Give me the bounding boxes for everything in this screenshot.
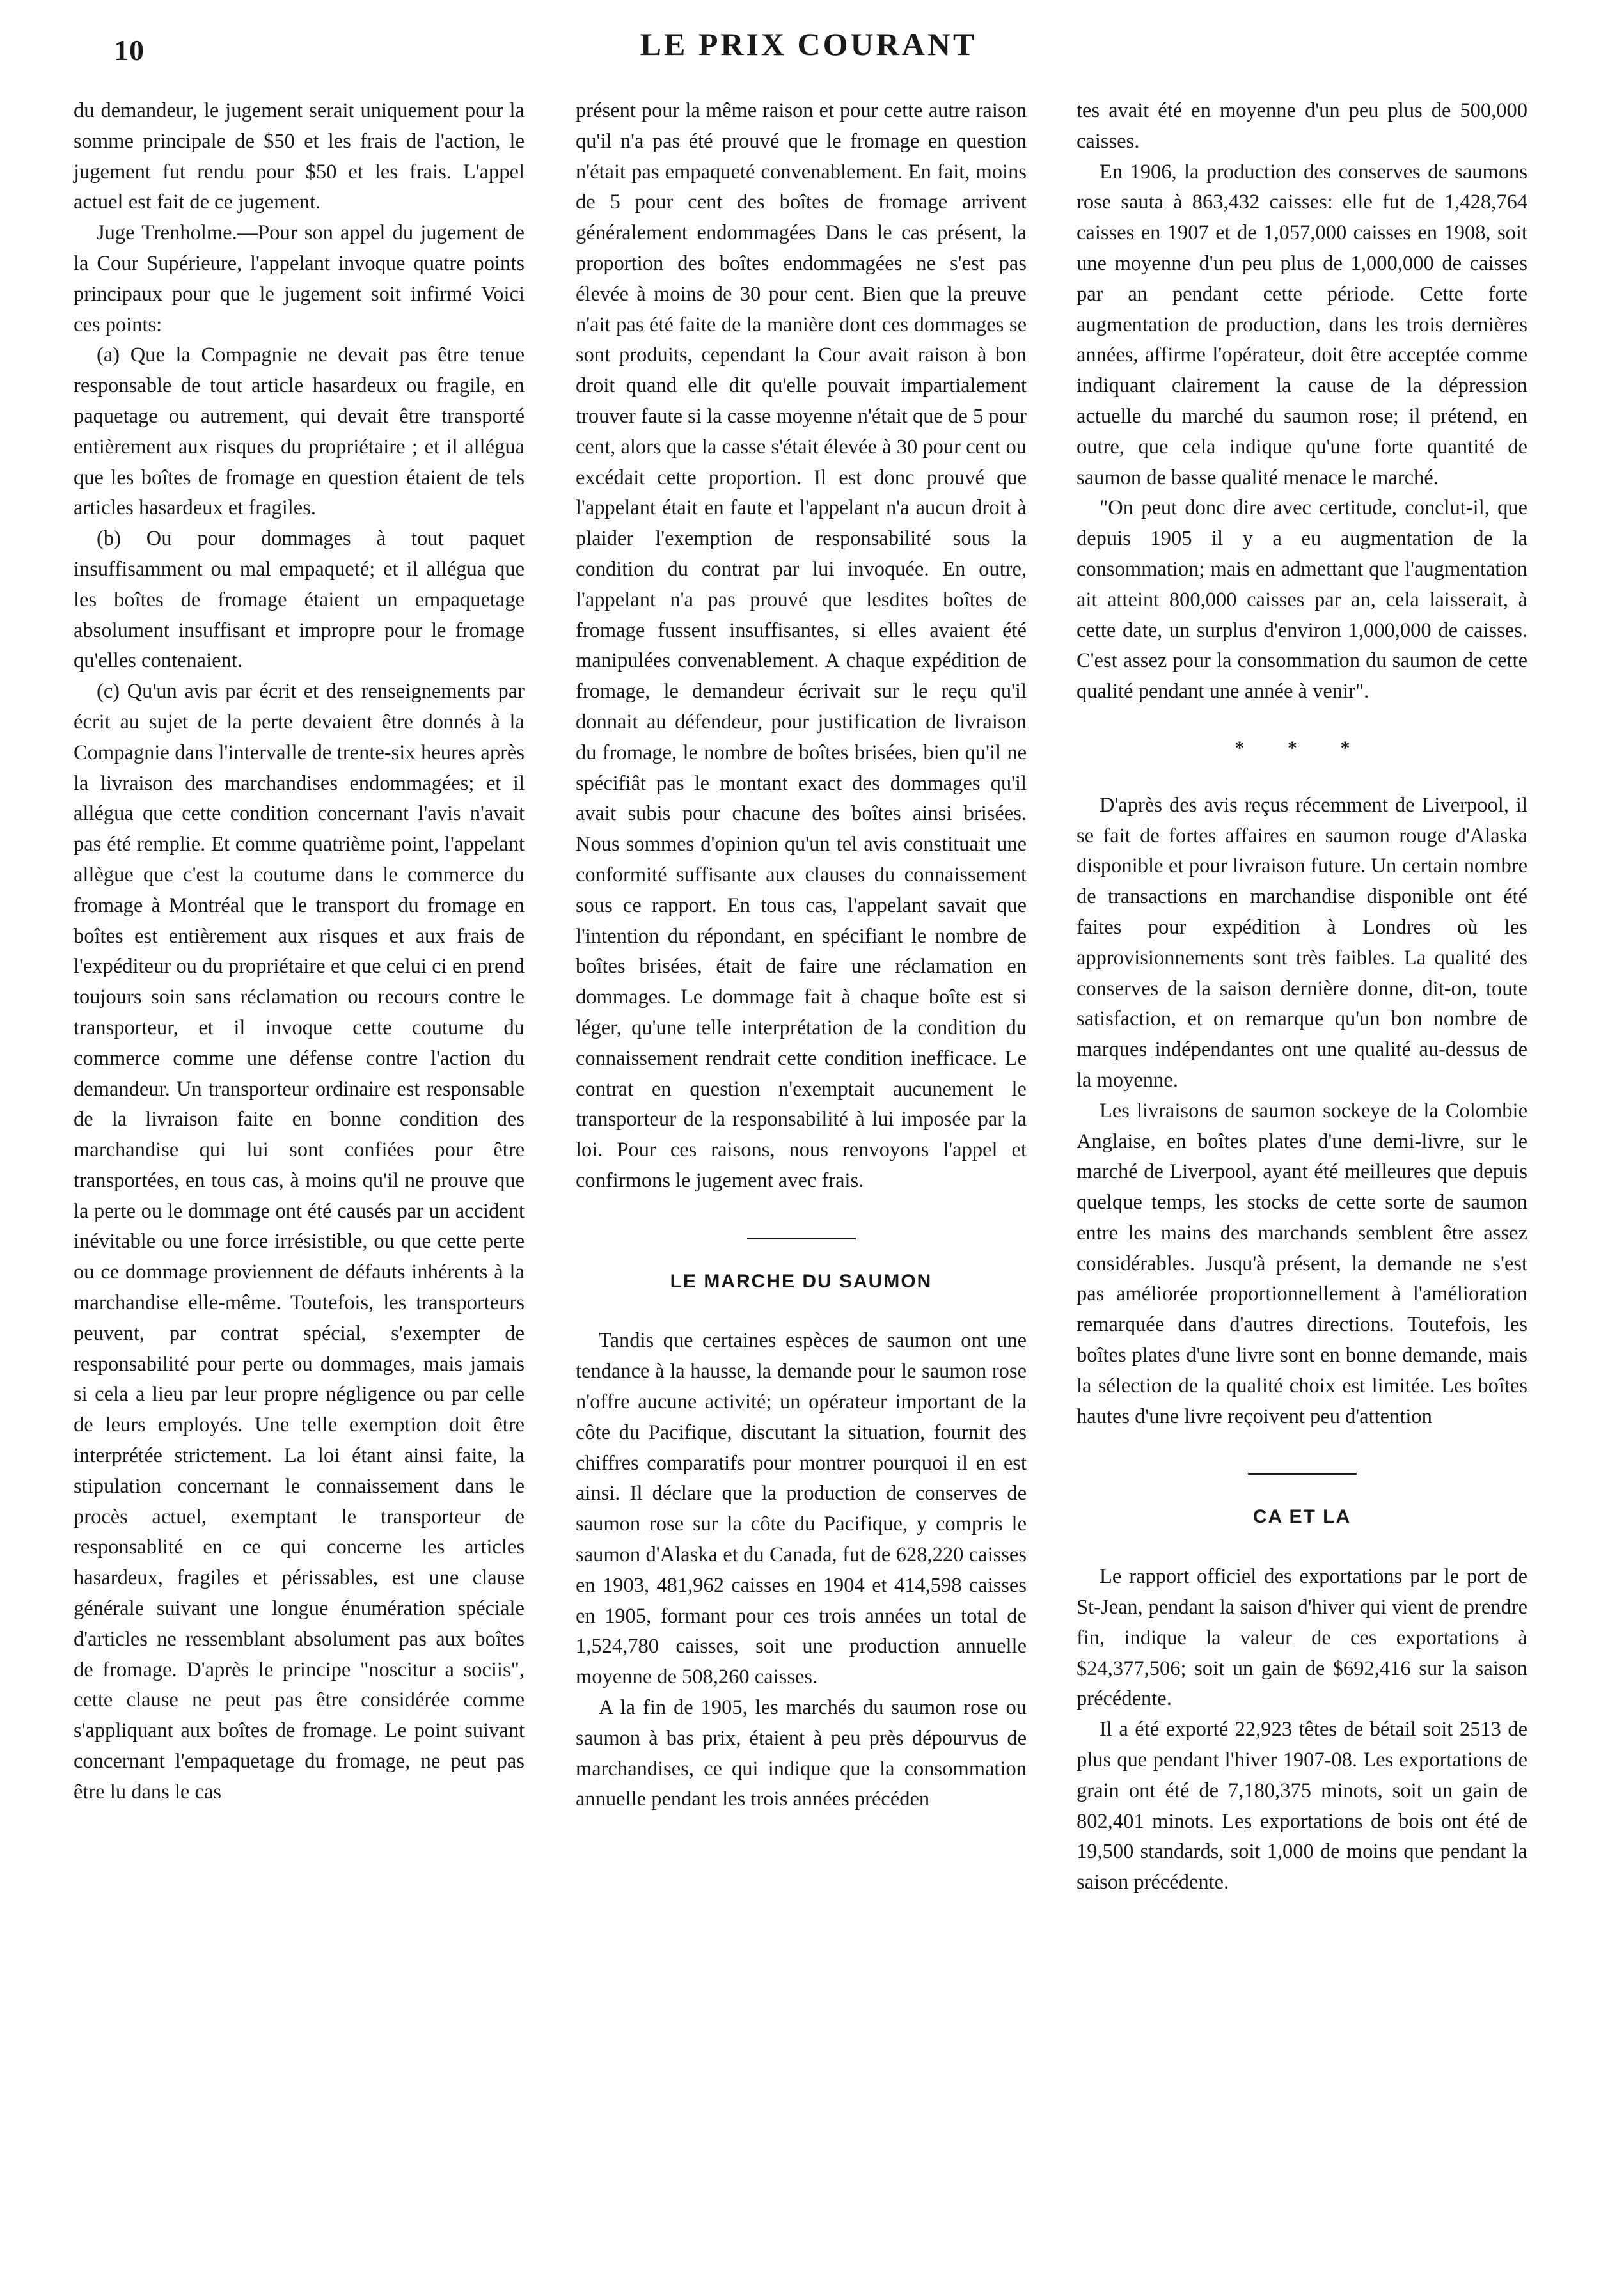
section-divider bbox=[1248, 1473, 1357, 1475]
paragraph: du demandeur, le jugement serait uniquement pour la somme principale de $50 et les frais de l'action, le jugement fut rendu pour $50 et les frais. L'appel actuel est fait de ce jugement. bbox=[74, 99, 525, 214]
section-title: LE MARCHE DU SAUMON bbox=[670, 1270, 933, 1292]
paragraph: (c) Qu'un avis par écrit et des renseignements par écrit au sujet de la perte devaient être donnés à la Compagnie dans l'intervalle de trente-six heures après la livraison des marchandises endommagées; et il allégua que cette condition concernant l'avis n'avait pas été remplie. Et comme quatrième point, l'appelant allègue que c'est la coutume dans le commerce du fromage à Montréal que le transport du fromage en boîtes est entièrement aux risques et aux frais de l'expéditeur ou du propriétaire et que celui ci en prend toujours soin sans réclamation ou recours contre le transporteur, et il invoque cette coutume du commerce comme une défense contre l'action du demandeur. Un transporteur ordinaire est responsable de la livraison faite en bonne condition des marchandise qui lui sont confiées pour être transportées, en tous cas, à moins qu'il ne prouve que la perte ou le dommage ont été causés par un accident inévitable ou une force irrésistible, ou que cette perte ou ce dommage proviennent de défauts inhérents à la marchandise elle-même. Toutefois, les transporteurs peuvent, par contrat spécial, s'exempter de responsabilité pour perte ou dommages, mais jamais si cela a lieu par leur propre négligence ou par celle de leurs employés. Une telle exemption doit être interprétée strictement. La loi étant ainsi faite, la stipulation concernant le connaissement dans le procès actuel, exemptant le transporteur de responsablité en ce qui concerne les articles hasardeux, fragiles et périssables, est une clause générale suivant une longue énumération spéciale d'articles ne ressemblant absolument pas aux boîtes de fromage. D'après le principe "noscitur a sociis", cette clause ne peut pas être considérée comme s'appliquant aux boîtes de fromage. Le point suivant concernant l'empaquetage du fromage, ne peut pas être lu dans le cas bbox=[74, 680, 525, 1804]
section-divider bbox=[747, 1238, 856, 1239]
page-number: 10 bbox=[114, 34, 145, 67]
paragraph: tes avait été en moyenne d'un peu plus de 500,000 caisses. bbox=[1077, 99, 1527, 153]
paragraph: "On peut donc dire avec certitude, conclut-il, que depuis 1905 il y a eu augmentation de la consommation; mais en admettant que l'augmentation ait atteint 800,000 caisses par an, cela laisserait, à cette date, un surplus d'environ 1,000,000 de caisses. C'est assez pour la consommation du saumon de cette qualité pendant une année à venir". bbox=[1077, 496, 1527, 704]
column-2 bbox=[576, 96, 1027, 1815]
paragraph: Le rapport officiel des exportations par le port de St-Jean, pendant la saison d'hiver qui vient de prendre fin, indique la valeur de ces exportations à $24,377,506; soit un gain de $692,416 sur la saison précédente. bbox=[1077, 1565, 1527, 1711]
section-separator-stars: * * * bbox=[1234, 737, 1369, 759]
paragraph: Les livraisons de saumon sockeye de la Colombie Anglaise, en boîtes plates d'une demi-livre, sur le marché de Liverpool, ayant été meilleures que depuis quelque temps, les stocks de cette sorte de saumon entre les mains des marchands semblent être assez considérables. Jusqu'à présent, la demande ne s'est pas améliorée proportionnellement à l'amélioration remarquée dans d'autres directions. Toutefois, les boîtes plates d'une livre sont en bonne demande, mais la sélection de la qualité choix est limitée. Les boîtes hautes d'une livre reçoivent peu d'attention bbox=[1077, 1099, 1527, 1428]
paragraph: D'après des avis reçus récemment de Liverpool, il se fait de fortes affaires en saumon rouge d'Alaska disponible et pour livraison future. Un certain nombre de transactions en marchandise disponible ont été faites pour expédition à Londres où les approvisionnements sont très faibles. La qualité des conserves de la saison dernière donne, dit-on, toute satisfaction, et on remarque qu'un bon nombre de marques indépendantes ont une qualité au-dessus de la moyenne. bbox=[1077, 793, 1527, 1092]
paragraph: Juge Trenholme.—Pour son appel du jugement de la Cour Supérieure, l'appelant invoque quatre points principaux pour que le jugement soit infirmé Voici ces points: bbox=[74, 221, 525, 336]
paragraph: A la fin de 1905, les marchés du saumon rose ou saumon à bas prix, étaient à peu près dépourvus de marchandises, ce qui indique que la consommation annuelle pendant les trois années précéden bbox=[576, 1696, 1027, 1811]
column-1 bbox=[74, 96, 525, 1808]
section-title: CA ET LA bbox=[1252, 1506, 1352, 1528]
paragraph: Tandis que certaines espèces de saumon ont une tendance à la hausse, la demande pour le saumon rose n'offre aucune activité; un opérateur important de la côte du Pacifique, discutant la situation, fournit des chiffres comparatifs pour montrer pourquoi il en est ainsi. Il déclare que la production de conserves de saumon rose sur la côte du Pacifique, y compris le saumon d'Alaska et du Canada, fut de 628,220 caisses en 1903, 481,962 caisses en 1904 et 414,598 caisses en 1905, formant pour ces trois années un total de 1,524,780 caisses, soit une production annuelle moyenne de 508,260 caisses. bbox=[576, 1329, 1027, 1689]
column-3 bbox=[1077, 96, 1527, 1898]
page-header: LE PRIX COURANT bbox=[640, 26, 977, 62]
paragraph: présent pour la même raison et pour cette autre raison qu'il n'a pas été prouvé que le fromage en question n'était pas empaqueté convenablement. En fait, moins de 5 pour cent des boîtes de fromage arrivent généralement endommagées Dans le cas présent, la proportion des boîtes endommagées ne s'est pas élevée à moins de 30 pour cent. Bien que la preuve n'ait pas été faite de la manière dont ces dommages se sont produits, cependant la Cour avait raison à bon droit quand elle dit qu'elle pouvait impartialement trouver faute si la casse moyenne n'était que de 5 pour cent, alors que la casse s'était élevée à 30 pour cent ou excédait cette proportion. Il est donc prouvé que l'appelant était en faute et l'appelant n'a aucun droit à plaider l'exemption de responsabilité sous la condition du contrat par lui invoquée. En outre, l'appelant n'a pas prouvé que lesdites boîtes de fromage fussent insuffisantes, si elles avaient été manipulées convenablement. A chaque expédition de fromage, le demandeur écrivait sur le reçu qu'il donnait au défendeur, pour justification de livraison du fromage, le nombre de boîtes brisées, bien qu'il ne spécifiât pas le montant exact des dommages qu'il avait subis pour chacune des boîtes ainsi brisées. Nous sommes d'opinion qu'un tel avis constituait une conformité suffisante aux clauses du connaissement sous ce rapport. En tous cas, l'appelant savait que l'intention du répondant, en spécifiant le nombre de boîtes brisées, était de faire une réclamation en dommages. Le dommage fait à chaque boîte est si léger, qu'une telle interprétation de la condition du connaissement rendrait cette condition inefficace. Le contrat en question n'exemptait aucunement le transporteur de la responsabilité à lui imposée par la loi. Pour ces raisons, nous renvoyons l'appel et confirmons le jugement avec frais. bbox=[576, 99, 1027, 1192]
paragraph: (b) Ou pour dommages à tout paquet insuffisamment ou mal empaqueté; et il allégua que les boîtes de fromage étaient un empaquetage absolument insuffisant et impropre pour le fromage qu'elles contenaient. bbox=[74, 527, 525, 673]
paragraph: En 1906, la production des conserves de saumons rose sauta à 863,432 caisses: elle fut de 1,428,764 caisses en 1907 et de 1,057,000 caisses en 1908, soit une moyenne d'un peu plus de 1,000,000 de caisses par an pendant cette période. Cette forte augmentation de production, dans les trois dernières années, affirme l'opérateur, doit être acceptée comme indiquant clairement la cause de la dépression actuelle du marché du saumon rose; il prétend, en outre, que cela indique qu'une forte quantité de saumon de basse qualité menace le marché. bbox=[1077, 160, 1527, 489]
paragraph: (a) Que la Compagnie ne devait pas être tenue responsable de tout article hasardeux ou fragile, en paquetage ou autrement, qui devait être transporté entièrement aux risques du propriétaire ; et il allégua que les boîtes de fromage en question étaient de tels articles hasardeux et fragiles. bbox=[74, 343, 525, 520]
paragraph: Il a été exporté 22,923 têtes de bétail soit 2513 de plus que pendant l'hiver 1907-08. Les exportations de grain ont été de 7,180,375 minots, soit un gain de 802,401 minots. Les exportations de bois ont été de 19,500 standards, soit 1,000 de moins que pendant la saison précédente. bbox=[1077, 1718, 1527, 1894]
